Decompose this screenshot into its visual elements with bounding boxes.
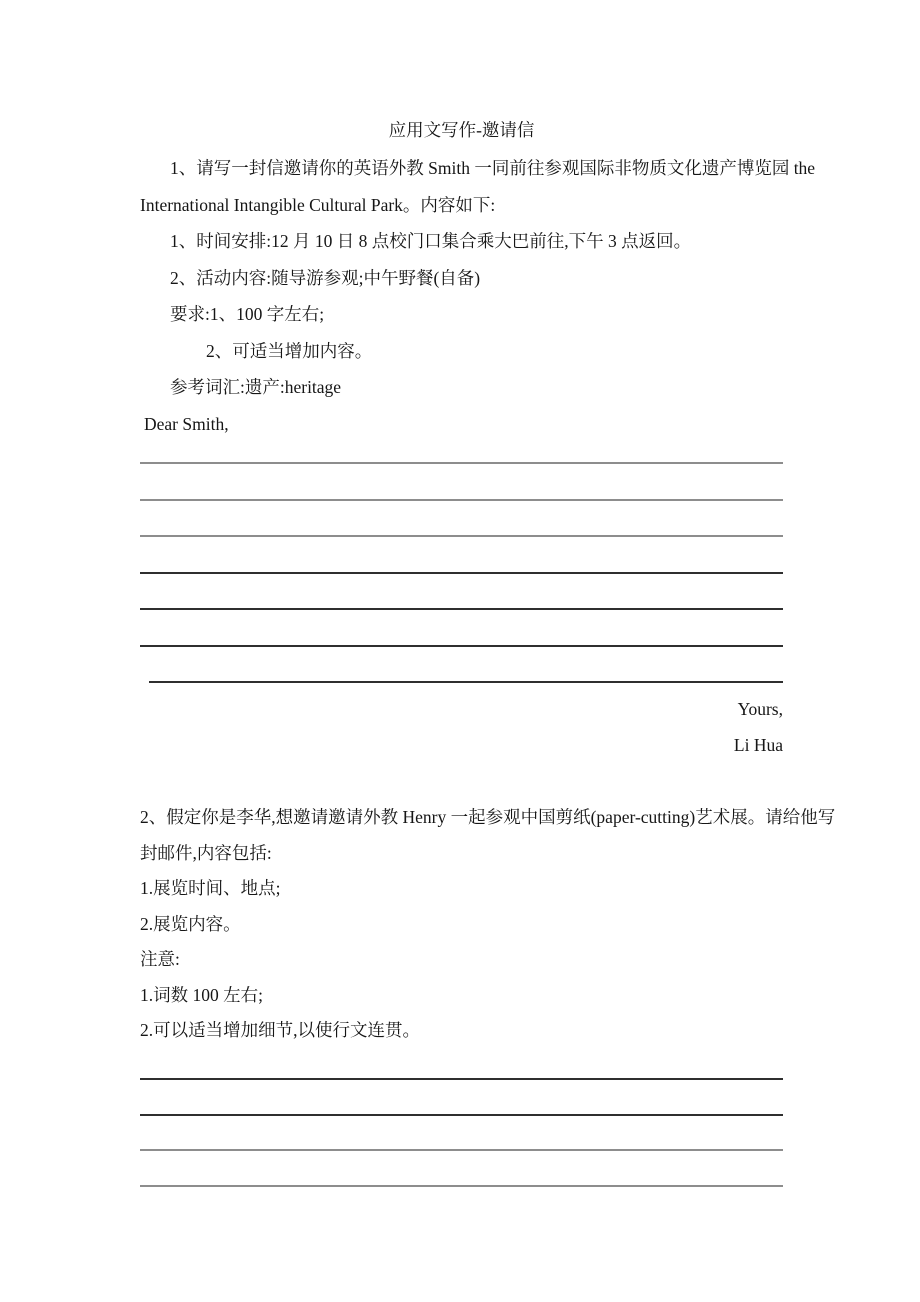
task1-vocabulary: 参考词汇:遗产:heritage (170, 377, 342, 397)
writing-line-rule (140, 645, 783, 647)
letter-closing: Yours, (737, 699, 783, 719)
writing-line[interactable] (140, 1132, 783, 1168)
writing-line[interactable] (140, 1097, 783, 1133)
writing-line[interactable] (140, 518, 783, 555)
task2-note1: 1.词数 100 左右; (140, 984, 263, 1005)
writing-line-rule (140, 535, 783, 537)
page-content (140, 0, 836, 1302)
writing-line-rule (140, 1078, 783, 1080)
task1-requirement2: 2、可适当增加内容。 (206, 340, 373, 361)
task1-intro-line1: 1、请写一封信邀请你的英语外教 Smith 一同前往参观国际非物质文化遗产博览园 the (170, 158, 816, 178)
task2-intro-line1: 2、假定你是李华,想邀请邀请外教 Henry 一起参观中国剪纸(paper-cutting)艺术展。请给他写 (140, 807, 836, 827)
task1-item1: 1、时间安排:12 月 10 日 8 点校门口集合乘大巴前往,下午 3 点返回。 (170, 231, 692, 251)
task2-intro-line2: 封邮件,内容包括: (140, 842, 272, 863)
task2-section (140, 800, 836, 1049)
letter-closing-block (140, 692, 783, 763)
writing-line-rule (140, 608, 783, 610)
writing-line[interactable] (140, 1061, 783, 1097)
task1-item2: 2、活动内容:随导游参观;中午野餐(自备) (170, 267, 481, 288)
writing-line[interactable] (140, 555, 783, 592)
document-title: 应用文写作-邀请信 (388, 120, 535, 140)
writing-line-rule (140, 1149, 783, 1151)
writing-line[interactable] (140, 628, 783, 665)
writing-line-rule (140, 462, 783, 464)
task1-answer-lines (140, 445, 783, 701)
task2-point2: 2.展览内容。 (140, 913, 241, 934)
writing-line-rule (140, 572, 783, 574)
writing-line-rule (140, 1114, 783, 1116)
writing-line[interactable] (140, 445, 783, 482)
writing-line-rule (149, 681, 783, 683)
task1-section (140, 150, 816, 442)
letter-salutation: Dear Smith, (144, 413, 229, 434)
task2-answer-lines (140, 1061, 783, 1203)
task2-note-label: 注意: (140, 949, 180, 969)
writing-line-rule (140, 1185, 783, 1187)
writing-line[interactable] (140, 1168, 783, 1204)
task1-intro-line2: International Intangible Cultural Park。内容如下: (140, 194, 496, 215)
task1-requirement1: 要求:1、100 字左右; (170, 304, 325, 324)
writing-line[interactable] (140, 591, 783, 628)
letter-signature: Li Hua (733, 734, 783, 755)
task2-note2: 2.可以适当增加细节,以使行文连贯。 (140, 1020, 420, 1040)
writing-line[interactable] (140, 482, 783, 519)
writing-line-rule (140, 499, 783, 501)
task2-point1: 1.展览时间、地点; (140, 878, 281, 898)
